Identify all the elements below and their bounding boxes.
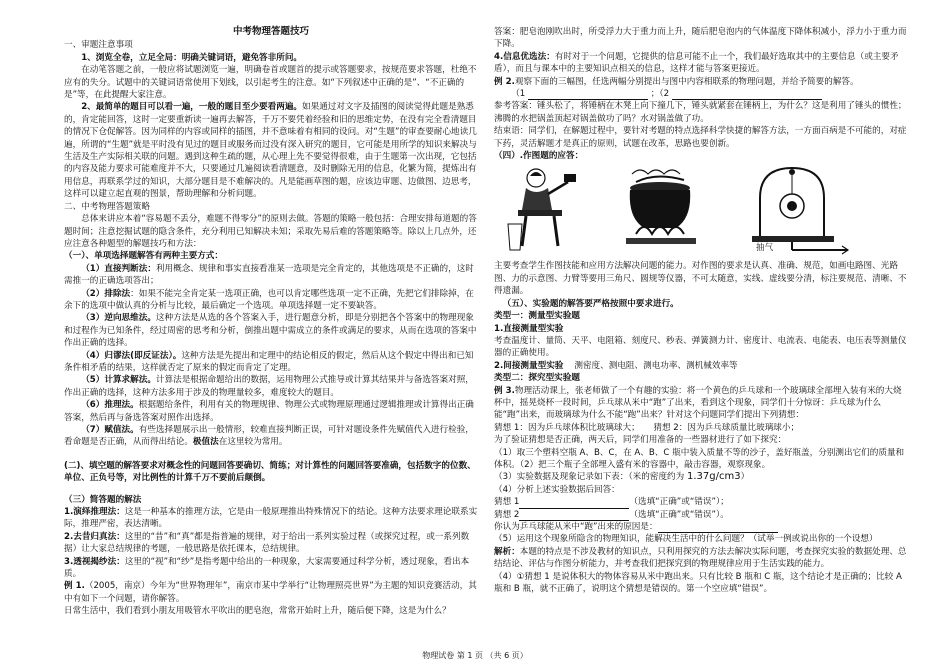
method-6 (64, 399, 478, 424)
guess-1-answer-hint: （选填“正确”或“错误”）； (629, 497, 729, 508)
guess-2-answer (494, 509, 910, 521)
drawing-section-body: 主要考查学生作图技能和应用方法解决问题的能力。对作图的要求是认真、准确、规范，如画电路图、光路图、力的示意图、力臂等要用三角尺、圆规等仪器，不可太随意，实线、虚线要分清，标注要规范、清晰、不得遗漏。 (494, 261, 907, 297)
technique-4-body: 有时对于一个问题，它提供的信息可能不止一个，我们最好选取其中的主要信息（或主要矛盾），而且与课本中的主要知识点相关的信息，这样才能与答案更接近。 (494, 51, 899, 75)
blank-2-label: ；（2 (650, 89, 670, 100)
method-7-tail: 极值法 (192, 437, 219, 448)
guess-1-answer-label: 猜想 1 (494, 497, 520, 508)
tip-2-heading: 2、最简单的题目可以看一遍，一般的题目至少要看两遍。 (81, 102, 303, 113)
example-1-body: （2005，南京）今年为“世界物理年”，南京市某中学举行“让物理照亮世界”为主题的知识竞赛活动，其中有如下一个问题，请你解答。 (64, 581, 477, 604)
method-2-heading: （2）排除法 (81, 288, 131, 299)
technique-4 (494, 51, 910, 76)
reason-question (494, 521, 910, 533)
method-7-body: 有些选择题展示出一般情形，较难直接判断正误，可针对题设条件先赋值代入进行检验，看命题是否正确，从而得出结论。 (64, 425, 474, 448)
example-2 (494, 76, 910, 88)
short-answer-heading: （三）简答题的解法 (64, 494, 142, 505)
reference-answer: 参考答案：锤头松了，将锤柄在木凳上向下撞几下，锤头就紧套在锤柄上，为什么？这是利用了锤头的惯性；沸腾的水把锅盖顶起对锅盖做功了吗？水对锅盖做了功。 (494, 101, 907, 124)
application-question: （5）运用这个现象所隐含的物理知识，能解决生活中的什么问题？（试举一例或说出你的一个设想） (494, 534, 878, 545)
method-5-body: 计算法是根据命题给出的数据，运用物理公式推导或计算其结果并与备选答案对照，作出正确的选择，这种方法多用于涉及的物理量较多，难度较大的题目。 (64, 375, 474, 398)
example-1 (64, 580, 478, 605)
blank-1-line[interactable] (528, 89, 648, 100)
drawing-section-heading: （四）.作图题的应答： (494, 151, 584, 162)
method-7-end: 在这里较为常用。 (218, 437, 288, 448)
method-7-heading: （7）赋值法。 (81, 425, 139, 435)
technique-2 (64, 531, 478, 556)
section-heading-2: 二、中考物理答题策略 (64, 201, 150, 212)
blank-1-label: （1 (511, 89, 526, 100)
guess-1-answer (494, 496, 910, 508)
right-column (494, 26, 910, 595)
technique-4-heading: 4.信息优选法： (494, 51, 555, 62)
example-3-heading: 例 3. (494, 385, 515, 396)
method-3-heading: （3）逆向思维法。 (81, 313, 156, 324)
guess-1-answer-blank[interactable] (519, 498, 629, 509)
left-column (64, 26, 478, 618)
method-3 (64, 312, 478, 349)
closing-note: 结束语：同学们，在解题过程中，要针对考题的特点选择科学快捷的解答方法，一方面百病是不可能的，对症下药，灵活解题才是真正的原则，试题在改革，思路也要创新。 (494, 126, 907, 149)
example-2-blanks (494, 88, 910, 100)
experiment-section-heading: （五）、实验题的解答要严格按照中要求进行。 (502, 298, 679, 309)
technique-1-body: 这是一种基本的推理方法，它是由一般原理推出特殊情况下的结论。这种方法要求理论联系实际，推理严密，表达清晰。 (64, 507, 478, 530)
technique-2-heading: 2.去昔归真法： (64, 531, 125, 542)
type-2-heading: 类型二：探究型实验题 (494, 373, 580, 384)
verification-intro: 为了验证猜想是否正确，两天后，同学们用准备的一些器材进行了如下探究： (494, 435, 787, 446)
method-4-heading: （4）归谬法(即反证法）。 (81, 350, 182, 361)
method-4-body: 这种方法是先提出和定理中的结论相反的假定，然后从这个假定中得出和已知条件相矛盾的结果，这样就否定了原来的假定而肯定了定理。 (64, 350, 474, 373)
technique-1 (64, 506, 478, 531)
example-3 (494, 385, 910, 422)
method-2-body: ：如果不能完全肯定某一选项正确，也可以肯定哪些选项一定不正确，先把它们排除掉，在余下的选项中做认真的分析与比较，最后确定一个选项。单项选择题一定不要缺答。 (64, 288, 474, 311)
method-4 (64, 350, 478, 375)
reason-blank[interactable] (658, 522, 778, 533)
bell-jar-illustration (730, 164, 860, 256)
blank-2-line[interactable] (672, 89, 822, 100)
technique-1-heading: 1.演绎推理法： (64, 507, 125, 518)
method-6-heading: （6）推理法。 (81, 400, 139, 411)
data-record-suffix: ） (740, 472, 750, 483)
method-1 (64, 263, 478, 288)
choice-section-heading: （一）、单项选择题解答有两种主要方式： (64, 251, 223, 262)
example-2-heading: 例 2. (494, 76, 515, 87)
page-title: 中考物理答题技巧 (232, 26, 309, 37)
reason-question-text: 你认为乒乓球能从米中“跑”出来的原因是： (494, 522, 658, 532)
technique-3-heading: 3.透视揭纱法： (64, 556, 125, 567)
analysis-prompt: （4）分析上述实验数据后回答： (494, 484, 620, 495)
analysis-body: 本题的特点是不涉及教材的知识点，只利用探究的方法去解决实际问题，考查探究实验的数据处理、总结结论、评估与作图分析能力，并考查我们把探究到的物理规律应用于生活实践的能力。 (494, 546, 907, 570)
example-1-heading: 例 1. (64, 581, 85, 592)
page-footer: 物理试卷 第 1 页 （共 6 页） (422, 651, 528, 660)
data-record-prefix: （3）实验数据及现象记录如下表：（米的密度约为 (494, 472, 687, 483)
method-1-heading: （1）直接判断法： (81, 263, 156, 274)
example-2-body: 观察下面的三幅图，任选两幅分别提出与图中内容相联系的物理问题，并给予简要的解答。 (514, 76, 859, 87)
fill-blank-section: (二)、填空题的解答要求对概念性的问题回答要确切、简练；对计算性的问题回答要准确，包括数字的位数、单位、正负号等，对比例性的计算千万不要前后颠倒。 (64, 460, 476, 484)
method-5-heading: （5）计算求解法。 (81, 375, 156, 386)
technique-3-body: 这里的“视”和“纱”是指考题中给出的一种现象，大家需要通过科学分析，透过现象，看出本质。 (64, 556, 470, 580)
procedure-steps: （1）取三个塑料空瓶 A、B、C，在 A、B、C 瓶中装入质量不等的沙子，盖好瓶盖，分别测出它们的质量和体积。（2）把三个瓶子全部埋入盛有米的容器中，敲击容器，观察现象。 (494, 447, 905, 470)
type-1b-heading: 2.间接测量型实验 (494, 360, 564, 371)
figure-row (494, 164, 910, 256)
tip-2 (64, 101, 478, 200)
analysis (494, 546, 910, 571)
guess-2-answer-blank[interactable] (519, 510, 629, 521)
guess-2-answer-label: 猜想 2 (494, 509, 520, 520)
hammer-figure-illustration (496, 164, 588, 254)
technique-2-body: 这里的“昔”和“真”都是指普遍的规律，对于给出一系列实验过程（或探究过程，或一系列数据）让大家总结规律的考题，一般思路是依托课本，总结规律。 (64, 531, 470, 555)
tip-2-body: 如果通过对文字及插图的阅读觉得此题是熟悉的，肯定能回答，这时一定要重新读一遍再去解答，千万不要凭着经验和旧的思维定势，在没有完全看清题目的情况下仓促解答。因为同样的内容或同样的插图，并不意味着有相同的设问。对“生题”的审查要耐心地读几遍，所谓的“生题”就是平时没有见过的题目或服务而过没有深入研究的题目，它可能是用所学的知识来解决与生活及生产实际相关联的问题。遇到这种生疏的题，从心理上先不要觉得很难，由于生题第一次出现，它包括的内容及能力要求可能难度并不大，只要通过几遍阅读看清题意，及时删除无用的信息，化繁为简，提炼出有用信息，再联系学过的知识，大部分题目是不难解决的。凡是能画草图的题，应该边审题、边做图、边思考，这样可以建立起直观的图景，帮助理解和分析问题。 (64, 102, 477, 200)
analysis-heading: 解析： (494, 546, 520, 557)
method-6-body: 根据题给条件，利用有关的物理规律、物理公式或物理原理通过逻辑推理或计算得出正确答案，然后再与备选答案对照作出选择。 (64, 400, 474, 423)
pump-air-label: 抽气 (756, 243, 774, 254)
technique-3 (64, 556, 478, 581)
section-heading-1: 一、审题注意事项 (64, 40, 133, 51)
method-5 (64, 374, 478, 399)
tip-1-body: 在动笔答题之前，一般应将试题浏览一遍，明确卷首或题首的提示或答题要求，按规范要求答题，杜绝不应有的失分。试题中的关键词语常使用下划线，以引起考生的注意。如“下列叙述中正确的是”、“不正确的是”等，在此提醒大家注意。 (64, 65, 477, 101)
guess-2-answer-hint: （选填“正确”或“错误”）。 (629, 509, 729, 520)
type-1a-heading: 1.直接测量型实验 (494, 323, 564, 334)
tip-1-heading: 1、浏览全卷，立足全局：明确关键词语，避免答非所问。 (81, 52, 303, 63)
type-1b-body: 测密度、测电阻、测电功率、测机械效率等 (574, 360, 738, 371)
example-3-body: 物理活动课上，张老师做了一个有趣的实验：将一个黄色的乒乓球和一个玻璃球全部埋入装有米的大烧杯中，摇晃烧杯一段时间，乒乓球从米中“跑”了出来，看到这个现象，同学们十分惊讶：乒乓球为什么能“跑”出来，而玻璃球为什么不能“跑”出来？针对这个问题同学们提出下列猜想： (494, 385, 902, 421)
data-record-line (494, 471, 910, 483)
method-2 (64, 288, 478, 313)
guess-1: 猜想 1：因为乒乓球体积比玻璃球大； (494, 422, 640, 433)
example-1-answer: 答案：肥皂泡刚吹出时，所受浮力大于重力而上升，随后肥皂泡内的气体温度下降体积减小，浮力小于重力而下降。 (494, 27, 907, 50)
boiling-pot-illustration (612, 164, 712, 254)
analysis-answer: （4）①猜想 1 是说体积大的物体容易从米中跑出来。只有比较 B 瓶和 C 瓶，这个结论才是正确的；比较 A 瓶和 B 瓶，就不正确了，说明这个猜想是错误的。第一个空应填“错误”。 (494, 571, 902, 595)
type-1a-body: 考查温度计、量筒、天平、电阻箱、刻度尺、秒表、弹簧测力计、密度计、电流表、电能表、电压表等测量仪器的正确使用。 (494, 335, 907, 359)
rice-density-value: 1.37g/cm3 (686, 471, 741, 483)
type-1b (494, 360, 910, 372)
method-7 (64, 424, 478, 449)
example-1-question: 日常生活中，我们看到小朋友用吸管水平吹出的肥皂泡，常常开始时上升，随后便下降，这是为什么？ (64, 606, 451, 617)
guesses (494, 422, 910, 434)
method-1-body: 利用概念、规律和事实直接看准某一选项是完全肯定的，其他选项是不正确的，这时需推一的正确选项答出； (64, 263, 474, 287)
method-3-body: 这种方法是从选的各个答案入手，进行题意分析，即是分别把各个答案中的物理现象和过程作为已知条件，经过周密的思考和分析，倒推出题中需成立的条件或满足的要求，从而在选项的答案中作出正确的选择。 (64, 313, 477, 349)
type-1-heading: 类型一：测量型实验题 (494, 311, 580, 322)
strategy-intro: 总体来讲应本着“容易题不丢分，难题不得零分”的原则去做。答题的策略一般包括：合理安排每道题的答题时间；注意挖掘试题的隐含条件，充分利用已知解决未知；采取先易后难的答题策略等。除以上几点外，还应注意各种题型的解题技巧和方法： (64, 214, 477, 249)
guess-2: 猜想 2：因为乒乓球质量比玻璃球小； (653, 422, 800, 433)
